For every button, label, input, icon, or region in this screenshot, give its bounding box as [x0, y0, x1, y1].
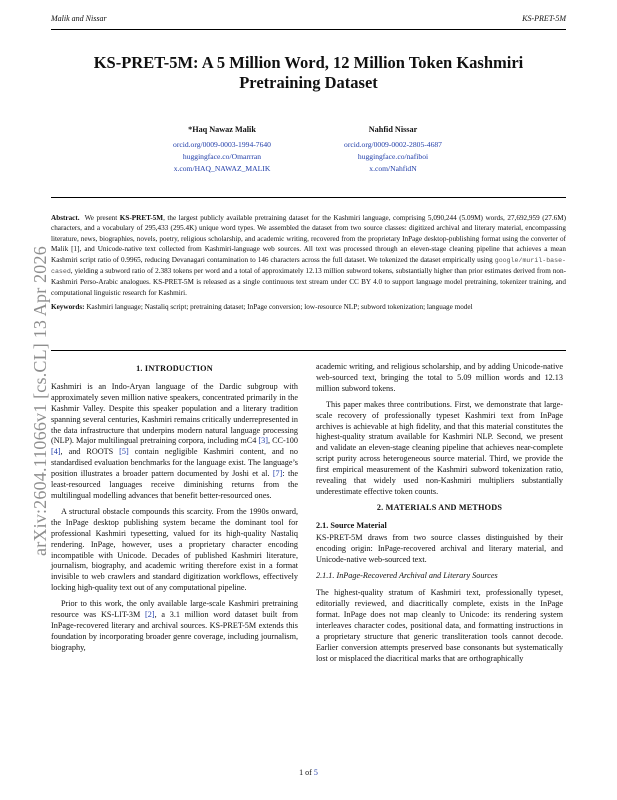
paragraph-text: Prior to this work, the only available large-scale Kashmiri pretraining resource was KS-LIT-3M	[51, 599, 298, 620]
page-number-prefix: 1 of	[299, 768, 314, 777]
citation-link[interactable]: [7]	[272, 469, 283, 479]
author-name: Nahfid Nissar	[368, 125, 418, 134]
paragraph-text: : the least-resourced languages receive diminishing returns from the multilingual modelling advances that benefit better-resourced ones.	[51, 469, 298, 500]
right-column	[316, 362, 563, 670]
paragraph-text: contain negligible Kashmiri content, and no standardised evaluation benchmarks for the language exist. The language’s position illustrates a broader pattern documented by Joshi et al.	[51, 447, 298, 479]
author-huggingface-link[interactable]: huggingface.co/Omarrran	[182, 152, 262, 161]
paper-title: KS-PRET-5M: A 5 Million Word, 12 Million Token Kashmiri Pretraining Dataset	[93, 53, 524, 92]
abstract-text-1: We present	[84, 214, 120, 222]
citation-link[interactable]: [5]	[119, 447, 129, 457]
arxiv-id-text: arXiv:2604.11066v1 [cs.CL] 13 Apr 2026	[30, 246, 50, 556]
inpage-sources-paragraph: The highest-quality stratum of Kashmiri text, professionally typeset, editorially reviewed, and diacritically complete, exists in the InPage format. InPage does not map cleanly to Unicode: its rendering system interleaves character codes, positional data, and formatting instructions in a proprietary structure that generic transliteration tools cannot decode. Earlier conversion attempts preserved base consonants but systematically lost or misplaced the diacritical marks that are orthographically	[316, 588, 563, 663]
keywords-label: Keywords:	[51, 303, 85, 311]
abstract-tokenizer-name: google/muril-base-cased	[51, 256, 566, 276]
intro-paragraph-1	[51, 382, 298, 502]
contributions-paragraph: This paper makes three contributions. First, we demonstrate that large-scale recovery of professionally typeset Kashmiri text from InPage archives is achievable at high fidelity, and that this material constitutes the highest-quality stratum available for Kashmiri NLP. Second, we present and validate an eleven-stage cleaning pipeline that achieves near-complete script purity across heterogeneous source material. Third, we provide the first empirical measurement of the Kashmiri subword tokenization ratio, revealing that widely used non-Kashmiri multipliers substantially underestimate effective token counts.	[316, 399, 563, 496]
author-x-link[interactable]: x.com/HAQ_NAWAZ_MALIK	[173, 164, 271, 173]
header-rule	[51, 29, 566, 30]
author-name: *Haq Nawaz Malik	[188, 125, 256, 134]
abstract-dataset-name: KS-PRET-5M	[119, 214, 164, 222]
keywords-text: Kashmiri language; Nastaliq script; pretraining dataset; InPage conversion; low-resource NLP; subword tokenization; language model	[84, 303, 473, 311]
paragraph-text: , CC-100	[267, 436, 298, 446]
page-total-link[interactable]: 5	[313, 768, 318, 777]
left-column	[51, 362, 298, 659]
subsection-heading-source-material: 2.1. Source Material	[316, 520, 387, 530]
author-block-1	[137, 124, 307, 175]
section-heading-introduction: 1. INTRODUCTION	[136, 364, 213, 373]
subsubsection-heading-inpage-sources: 2.1.1. InPage-Recovered Archival and Literary Sources	[316, 571, 498, 581]
author-orcid-link[interactable]: orcid.org/0009-0003-1994-7640	[173, 140, 271, 149]
paragraph-text: Kashmiri is an Indo-Aryan language of the Dardic subgroup with approximately seven million native speakers, concentrated primarily in the Kashmir Valley. Despite this speaker population and a literary tradition spanning several centuries, Kashmiri remains critically underrepresented in the data infrastructure that underpins modern natural language processing (NLP). Major multilingual pretraining corpora, including mC4	[51, 381, 298, 446]
citation-link[interactable]: [4]	[51, 447, 61, 457]
intro-paragraph-3	[51, 599, 298, 654]
author-block-2	[308, 124, 478, 175]
abstract-text-2: , the largest publicly available pretraining dataset for the Kashmiri language, comprising 5,090,244 (5.09M) words, 27,692,959 (27.6M) characters, and a vocabulary of 295,433 (295.4K) unique word types. We assembled the dataset from two source classes: digitized archival and literary material, encompassing literature, news, biographies, novels, poetry, religious scholarship, and academic writing, recovered from the proprietary InPage desktop-publishing format using the converter of Malik [1], and Unicode-native text collected from Kashmiri-language web sources. All text was processed through an eleven-stage cleaning pipeline that achieves a mean Kashmiri script ratio of 0.9965, reducing Devanagari contamination to 146 characters across the full dataset. We tokenized the dataset empirically using	[51, 214, 566, 264]
paragraph-text: , a 3.1 million word dataset built from InPage-recovered literary and archival sources. KS-PRET-5M extends this foundation by incorporating broader genre coverage, including journalism, biography,	[51, 610, 298, 652]
intro-paragraph-2: A structural obstacle compounds this scarcity. From the 1990s onward, the InPage desktop publishing system became the dominant tool for professional Kashmiri typesetting, valued for its high-quality Nastaliq rendering. InPage, however, uses a proprietary character encoding incompatible with Unicode. Decades of published Kashmiri literature, journalism, biography, and academic writing therefore exist in a format invisible to web crawlers and standard digitization workflows, effectively locking high-quality text out of any computational pipeline.	[51, 506, 298, 593]
author-orcid-link[interactable]: orcid.org/0009-0002-2805-4687	[344, 140, 442, 149]
intro-paragraph-3-continued: academic writing, and religious scholarship, and by adding Unicode-native web-sourced text, bringing the total to 5.09 million words and 12.13 million subword tokens.	[316, 362, 563, 393]
section-heading-methods: 2. MATERIALS AND METHODS	[376, 502, 503, 512]
author-huggingface-link[interactable]: huggingface.co/nafiboi	[357, 152, 429, 161]
keywords	[51, 302, 566, 312]
abstract-label: Abstract.	[51, 214, 80, 222]
running-header	[51, 14, 566, 28]
citation-link[interactable]: [3]	[258, 436, 268, 446]
author-x-link[interactable]: x.com/NahfidN	[369, 164, 417, 173]
page-number	[0, 768, 617, 777]
abstract-top-rule	[51, 197, 566, 198]
citation-link[interactable]: [2]	[145, 610, 155, 620]
abstract-text-3: , yielding a subword ratio of 2.383 tokens per word and a total of approximately 12.13 million subword tokens, substantially higher than prior estimates derived from non-Kashmiri Perso-Arabic analogues. KS-PRET-5M is released as a single continuous text stream under CC BY 4.0 to support language model pretraining, tokenizer training, and computational linguistic research for Kashmiri.	[51, 267, 566, 297]
abstract	[51, 213, 566, 298]
paragraph-text: , and ROOTS	[60, 447, 120, 457]
source-material-paragraph: KS-PRET-5M draws from two source classes distinguished by their encoding origin: InPage-recovered archival and literary material, and Unicode-native web-sourced text.	[316, 532, 563, 564]
running-header-title: KS-PRET-5M	[522, 14, 566, 23]
abstract-bottom-rule	[51, 350, 566, 351]
running-header-authors: Malik and Nissar	[51, 14, 107, 23]
